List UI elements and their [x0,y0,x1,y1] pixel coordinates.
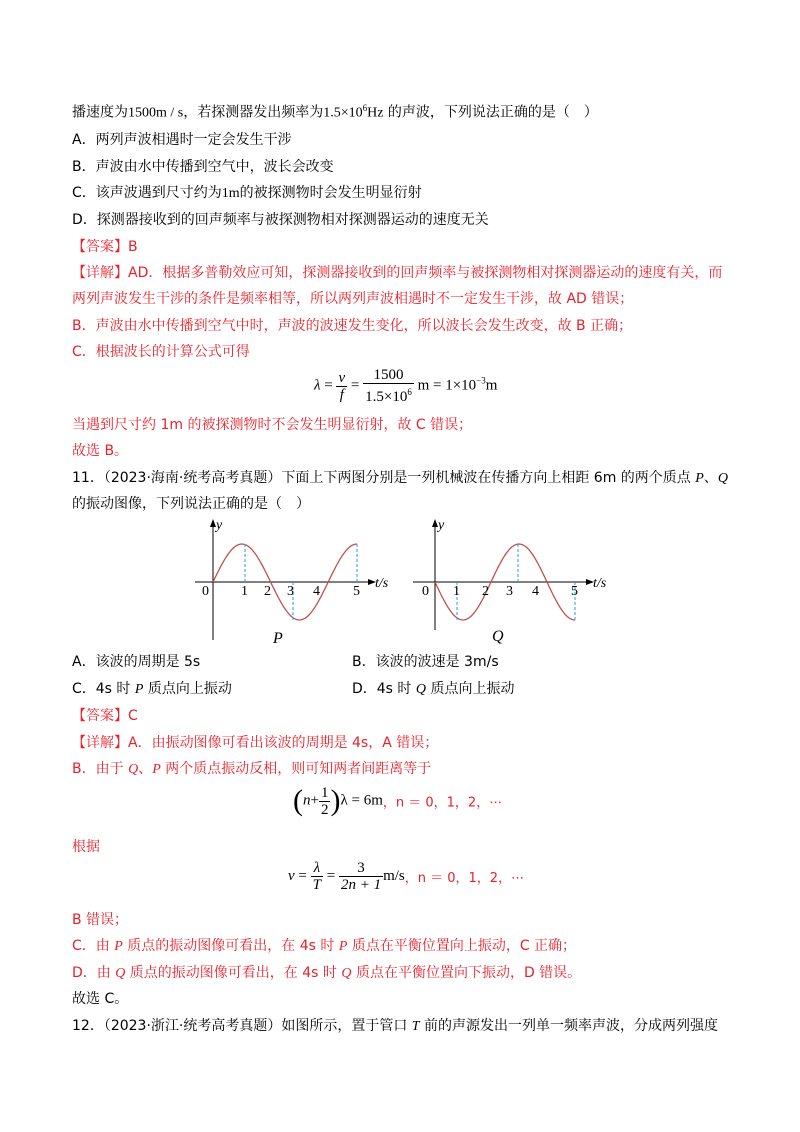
q11-option-c [72,679,232,700]
graph-p [190,515,390,645]
formula-result: m = 1×10 [417,377,477,394]
q11-option-c-p: P [134,682,144,697]
q10-explanation-text: AD．根据多普勒效应可知，探测器接收到的回声频率与被探测物相对探测器运动的速度有关，而 [128,265,723,281]
q11-explanation-1 [72,733,438,753]
formula-v-over-f [336,370,347,403]
q11-option-d [352,679,514,700]
q10-explanation-4: C．根据波长的计算公式可得 [72,344,250,360]
q11-option-a: A．该波的周期是 5s [72,654,201,670]
q11-explanation-5 [72,936,576,957]
q11-exp6-text3: 质点在平衡位置向下振动，D 错误。 [351,965,582,981]
q11-exp5-p: P [114,939,123,954]
q10-explanation-5: 当遇到尺寸约 1m 的被探测物时不会发生明显衍射，故 C 错误； [72,417,473,433]
q11-exp5-text2: 质点的振动图像可看出，在 4s 时 [122,938,339,954]
q10-explanation-2: 两列声波发生干涉的条件是频率相等，所以两列声波相遇时不一定发生干涉，故 AD 错误； [72,291,634,307]
q11-option-c-text2: 质点向上振动 [143,681,232,697]
formula-v: v [338,369,346,386]
q11-stem-2: 的振动图像，下列说法正确的是（ ） [72,496,310,512]
graph-q-tick-5: 5 [571,584,578,599]
graph-q-tick-1: 1 [453,584,460,599]
q11-explanation-tag: 【详解】 [72,735,128,751]
q10-option-c-size: 1m [221,186,240,201]
q11-speed-formula [288,860,524,893]
q11-explanation-3: 根据 [72,839,100,855]
q10-answer: 【答案】B [72,239,138,255]
q11-answer: 【答案】C [72,708,138,724]
q11-distance-formula [293,784,502,818]
q11-stem-text: 11．（2023·海南·统考高考真题）下面上下两图分别是一列机械波在传播方向上相距 6m 的两个质点 [72,470,696,486]
graph-q-tick-2: 2 [482,584,489,599]
formula-3-over-2n1 [339,860,383,893]
graph-p-y-label: y [216,518,223,533]
formula-v: v [288,868,295,884]
formula-equals: = [324,377,333,394]
q11-exp6-q2: Q [341,966,352,981]
q11-option-b: B．该波的波速是 3m/s [352,654,499,670]
q11-explanation-4: B 错误； [72,912,129,928]
q11-exp5-p2: P [338,939,348,954]
formula-plus: + [310,792,319,809]
q11-exp5-text: C．由 [72,938,115,954]
q11-option-d-text2: 质点向上振动 [426,681,515,697]
graph-q-tick-3: 3 [506,584,513,599]
formula-lambda: λ [314,377,321,394]
graph-p-tick-1: 1 [241,584,248,599]
formula-lambda: λ [311,860,323,877]
q11-explanation-text: A．由振动图像可看出该波的周期是 4s，A 错误； [128,735,439,751]
formula-result-exp: −3 [476,375,486,386]
graph-p-origin: 0 [202,584,209,599]
formula-1500: 1500 [363,367,414,384]
formula-equals-2: = [326,868,336,884]
q11-explanation-6 [72,963,581,984]
q11-stem-1 [72,468,728,489]
graph-p-tick-2: 2 [264,584,271,599]
formula-lparen: ( [293,784,303,817]
q10-stem-text3: 的声波，下列说法正确的是（ ） [383,104,598,121]
formula-n-values: ，n ＝ 0，1，2，⋯ [382,795,503,811]
graph-q-caption: Q [492,628,504,645]
q11-explanation-7: 故选 C。 [72,991,129,1007]
q11-exp6-q: Q [115,966,126,981]
graph-p-tick-5: 5 [353,584,360,599]
graph-p-tick-3: 3 [287,584,294,599]
q10-freq-exp: 6 [362,103,368,113]
q10-option-b: B．声波由水中传播到空气中，波长会改变 [72,159,334,175]
q11-option-d-text: D．4s 时 [352,681,416,697]
graph-q-y-label: y [438,518,445,533]
formula-lambda-6m: λ = 6m [340,792,383,809]
q10-speed: 1500m / s [128,105,184,121]
q11-explanation-2 [72,759,431,780]
q11-option-c-text: C．4s 时 [72,681,135,697]
formula-t: T [312,877,321,893]
formula-one: 1 [320,784,329,801]
q11-exp2-sep: 、 [138,761,153,777]
q11-option-d-q: Q [415,682,427,697]
graph-q-tick-4: 4 [532,584,539,599]
formula-lambda-over-t [311,860,323,893]
q12-stem-text2: 前的声源发出一列单一频率声波，分成两列强度 [419,1018,719,1034]
q10-option-a: A．两列声波相遇时一定会发生干涉 [72,132,292,148]
q10-freq: 1.5×10 [323,105,363,121]
q10-option-c-text: C．该声波遇到尺寸约为 [72,185,222,201]
formula-rparen: ) [330,784,341,817]
formula-half [319,785,331,818]
q10-option-c [72,183,422,204]
q10-explanation-6: 故选 B。 [72,443,129,459]
graph-p-t-label: t/s [375,576,389,591]
formula-den-exp: 6 [407,387,412,397]
graph-p-caption: P [273,630,283,645]
graph-q-t-label: t/s [593,576,607,591]
formula-unit: m/s [383,868,405,884]
formula-two: 2 [320,801,329,818]
q11-point-q: Q [717,471,728,486]
formula-f: f [339,386,344,403]
q10-stem-text2: ，若探测器发出频率为 [183,104,324,121]
q10-stem-text: 播速度为 [72,104,128,121]
q10-explanation-1 [72,263,722,283]
q11-point-p: P [695,471,704,486]
q11-exp2-text2: 两个质点振动反相，则可知两者间距离等于 [160,761,432,777]
formula-number-fraction [363,367,414,405]
q10-freq-unit: Hz [367,105,384,121]
q10-option-c-text2: 的被探测物时会发生明显衍射 [239,185,422,201]
q11-exp2-q: Q [128,762,139,777]
graph-q-origin: 0 [422,584,429,599]
q11-exp2-p: P [152,762,161,777]
formula-n-values-2: ，n ＝ 0，1，2，⋯ [404,871,525,886]
q11-exp6-text2: 质点的振动图像可看出，在 4s 时 [125,965,342,981]
formula-three: 3 [339,860,383,877]
graph-p-tick-4: 4 [313,584,320,599]
formula-equals: = [298,868,307,884]
q10-explanation-3: B．声波由水中传播到空气中时，声波的波速发生变化，所以波长会发生改变，故 B 正确； [72,318,633,334]
q11-sep: 、 [703,470,718,486]
formula-equals-2: = [350,377,360,394]
q10-option-d: D．探测器接收到的回声频率与被探测物相对探测器运动的速度无关 [72,212,489,228]
graph-q [410,515,610,645]
q10-stem [72,98,598,124]
formula-2n1: 2n + 1 [340,877,382,893]
q10-explanation-tag: 【详解】 [72,265,128,281]
formula-den: 1.5×10 [365,389,408,405]
q11-exp2-text: B．由于 [72,761,129,777]
formula-n: n [303,792,311,809]
q12-stem [72,1016,718,1037]
q11-exp5-text3: 质点在平衡位置向上振动，C 正确； [347,938,577,954]
formula-unit: m [485,377,498,394]
q10-wavelength-formula [314,367,497,405]
q12-stem-text: 12．（2023·浙江·统考高考真题）如图所示，置于管口 [72,1018,412,1034]
q12-point-t: T [411,1019,420,1034]
q11-exp6-text: D．由 [72,965,116,981]
